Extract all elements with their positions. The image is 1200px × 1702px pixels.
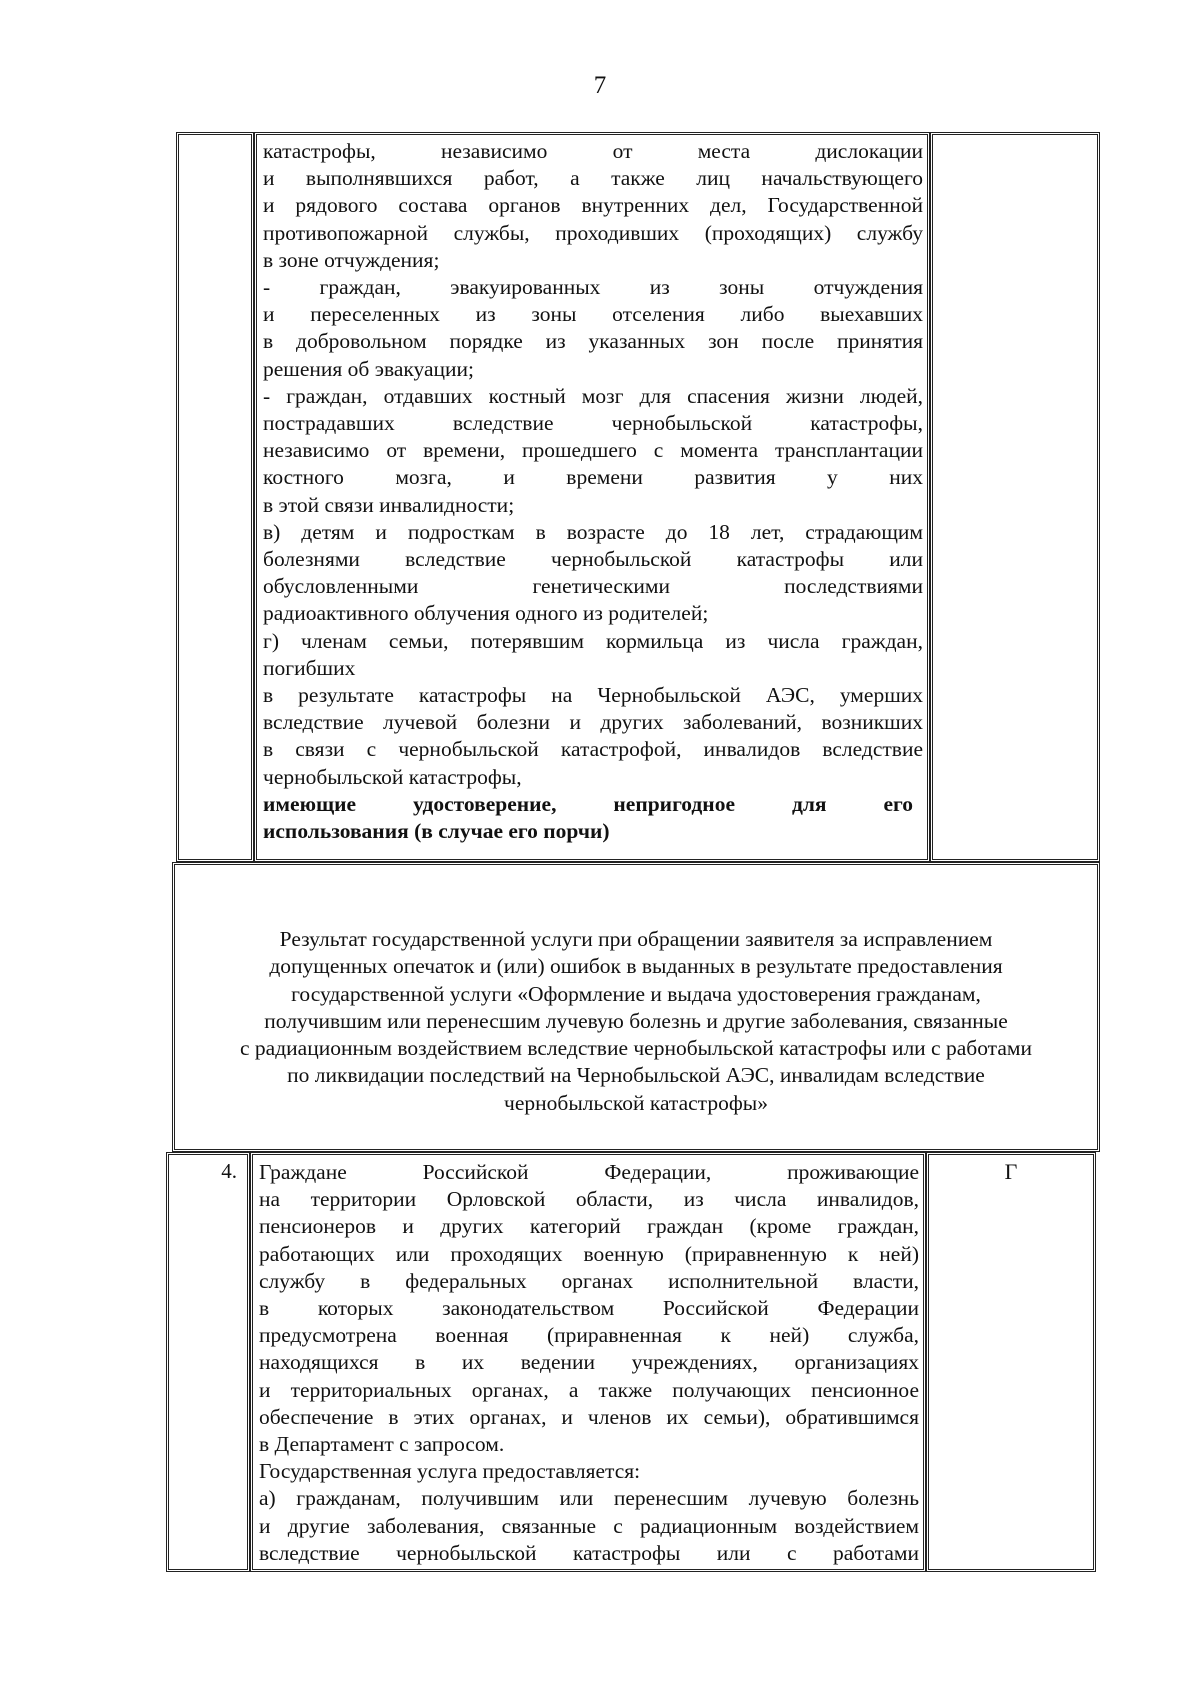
- text-line: - граждан, эвакуированных из зоны отчуждения: [263, 275, 923, 300]
- result-heading-line: допущенных опечаток и (или) ошибок в выданных в результате предоставления: [269, 954, 1003, 979]
- text-line: и территориальных органах, а также получающих пенсионное: [259, 1377, 919, 1402]
- text-line: службу в федеральных органах исполнительной власти,: [259, 1268, 919, 1293]
- text-line: противопожарной службы, проходивших (проходящих) службу: [263, 220, 923, 245]
- result-heading-block: [172, 862, 1100, 1152]
- row-number-cell: [166, 1152, 250, 1572]
- text-line: костного мозга, и времени развития у них: [263, 465, 923, 490]
- text-line: - граждан, отдавших костный мозг для спасения жизни людей,: [263, 383, 923, 408]
- text-line: находящихся в их ведении учреждениях, организациях: [259, 1350, 919, 1375]
- text-line: в) детям и подросткам в возрасте до 18 лет, страдающим: [263, 519, 923, 544]
- text-line: радиоактивного облучения одного из родителей;: [263, 601, 709, 626]
- text-line: пострадавших вследствие чернобыльской катастрофы,: [263, 411, 923, 436]
- text-line: обеспечение в этих органах, и членов их семьи), обратившимся: [259, 1404, 919, 1429]
- text-line: и другие заболевания, связанные с радиационным воздействием: [259, 1513, 919, 1538]
- text-line: в которых законодательством Российской Федерации: [259, 1296, 919, 1321]
- text-line: пенсионеров и других категорий граждан (кроме граждан,: [259, 1214, 919, 1239]
- text-line: и выполнявшихся работ, а также лиц начальствующего: [263, 166, 923, 191]
- row-number: 4.: [221, 1159, 237, 1183]
- code-cell-empty: [930, 132, 1100, 862]
- code-cell: [926, 1152, 1096, 1572]
- text-line: Государственная услуга предоставляется:: [259, 1459, 641, 1484]
- result-heading-line: чернобыльской катастрофы»: [504, 1090, 768, 1115]
- text-line: в этой связи инвалидности;: [263, 492, 515, 517]
- result-heading-line: по ликвидации последствий на Чернобыльской АЭС, инвалидам вследствие: [287, 1063, 985, 1088]
- result-heading-line: Результат государственной услуги при обращении заявителя за исправлением: [279, 926, 993, 951]
- text-line: катастрофы, независимо от места дислокации: [263, 139, 923, 163]
- text-line: работающих или проходящих военную (приравненную к ней): [259, 1241, 919, 1266]
- bold-text-line: использования (в случае его порчи): [263, 819, 610, 844]
- text-line: в Департамент с запросом.: [259, 1432, 505, 1457]
- text-line: в добровольном порядке из указанных зон после принятия: [263, 329, 923, 354]
- text-line: а) гражданам, получившим или перенесшим лучевую болезнь: [259, 1486, 919, 1511]
- text-line: погибших: [263, 655, 356, 680]
- result-heading-line: государственной услуги «Оформление и выдача удостоверения гражданам,: [291, 981, 981, 1006]
- text-line: предусмотрена военная (приравненная к ней) служба,: [259, 1323, 919, 1348]
- text-line: решения об эвакуации;: [263, 356, 475, 381]
- text-line: Граждане Российской Федерации, проживающие: [259, 1160, 919, 1184]
- text-line: вследствие чернобыльской катастрофы или с работами: [259, 1540, 919, 1565]
- text-line: обусловленными генетическими последствиями: [263, 574, 923, 599]
- description-cell: [250, 1152, 926, 1572]
- code-letter: Г: [1004, 1159, 1018, 1184]
- result-heading-line: получившим или перенесшим лучевую болезнь и другие заболевания, связанные: [264, 1008, 1008, 1033]
- text-line: независимо от времени, прошедшего с момента трансплантации: [263, 438, 923, 463]
- text-line: болезнями вследствие чернобыльской катастрофы или: [263, 547, 923, 572]
- text-line: г) членам семьи, потерявшим кормильца из числа граждан,: [263, 628, 923, 653]
- description-cell: [254, 132, 930, 862]
- text-line: и рядового состава органов внутренних дел, Государственной: [263, 193, 923, 218]
- text-line: чернобыльской катастрофы,: [263, 764, 522, 789]
- number-cell-empty: [176, 132, 254, 862]
- text-line: вследствие лучевой болезни и других заболеваний, возникших: [263, 710, 923, 735]
- page-number: 7: [593, 72, 607, 99]
- result-heading-line: с радиационным воздействием вследствие чернобыльской катастрофы или с работами: [240, 1036, 1032, 1061]
- bold-text-line: имеющие удостоверение, непригодное для его: [263, 791, 913, 816]
- text-line: на территории Орловской области, из числа инвалидов,: [259, 1187, 919, 1212]
- text-line: в связи с чернобыльской катастрофой, инвалидов вследствие: [263, 737, 923, 762]
- text-line: в результате катастрофы на Чернобыльской АЭС, умерших: [263, 683, 923, 708]
- text-line: и переселенных из зоны отселения либо выехавших: [263, 302, 923, 327]
- text-line: в зоне отчуждения;: [263, 247, 440, 272]
